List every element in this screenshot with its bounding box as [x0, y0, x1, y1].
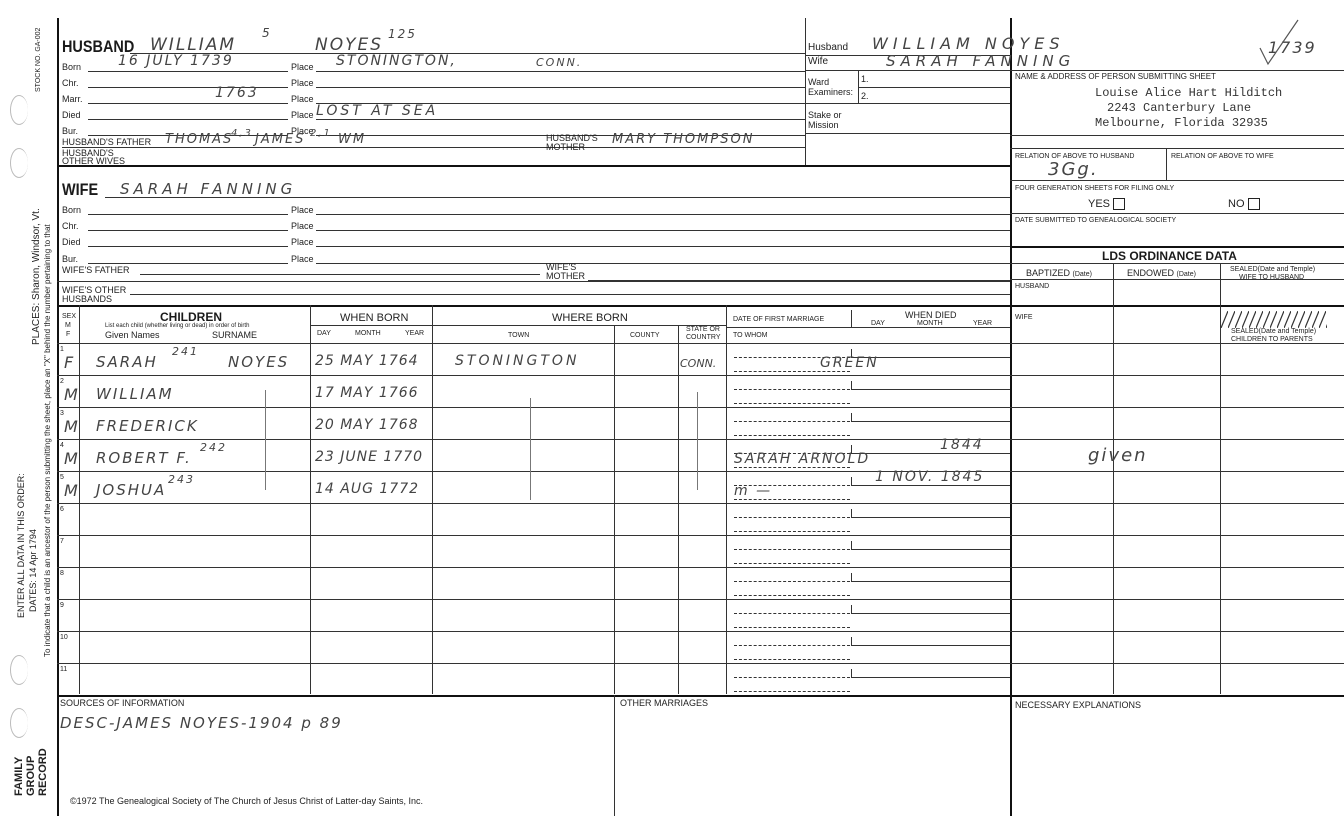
hatched-box — [1221, 311, 1327, 328]
row-line — [1010, 663, 1344, 664]
lds-wife-note: given — [1088, 445, 1148, 466]
submitter-city: Melbourne, Florida 32935 — [1095, 116, 1268, 130]
ditto-mark — [530, 398, 531, 500]
row-line — [57, 407, 1010, 408]
row-line — [57, 503, 1010, 504]
ward-label: Ward — [808, 77, 830, 87]
sources-note: DESC-JAMES NOYES-1904 p 89 — [60, 714, 343, 732]
lds-wife-label: WIFE — [1015, 314, 1033, 321]
marriage-dash — [734, 421, 850, 422]
lds-husband-label: HUSBAND — [1015, 283, 1050, 290]
stock-number: STOCK NO. GA-002 — [35, 27, 42, 92]
child-row-number: 4 — [60, 442, 64, 449]
child-birth-date: 23 JUNE 1770 — [315, 449, 424, 465]
row-line — [1010, 535, 1344, 536]
died-line — [851, 485, 1010, 486]
marriage-dash — [734, 691, 850, 692]
bur-label: Bur. — [62, 126, 79, 136]
copyright: ©1972 The Genealogical Society of The Church of Jesus Christ of Latter-day Saints, Inc. — [70, 796, 423, 806]
died-line — [851, 581, 1010, 582]
died-line — [851, 517, 1010, 518]
marriage-dash — [734, 517, 850, 518]
child-sex: M — [64, 385, 80, 404]
relation-wife-label: RELATION OF ABOVE TO WIFE — [1171, 153, 1274, 160]
husband-surname: NOYES — [315, 35, 384, 55]
relation-husband-label: RELATION OF ABOVE TO HUSBAND — [1015, 153, 1135, 160]
marriage-dash — [734, 499, 850, 500]
marriage-dash — [734, 435, 850, 436]
other-marriages-label: OTHER MARRIAGES — [620, 698, 709, 708]
row-line — [1010, 407, 1344, 408]
enter-data-order: ENTER ALL DATA IN THIS ORDER: — [16, 473, 26, 618]
row-line — [1010, 631, 1344, 632]
marriage-dash — [734, 659, 850, 660]
row-line — [57, 663, 1010, 664]
died-tick — [851, 605, 852, 613]
corner-number: 1739 — [1268, 38, 1317, 57]
sources-label: SOURCES OF INFORMATION — [60, 698, 185, 708]
husbands-mother-label-2: MOTHER — [546, 142, 585, 152]
child-sex: M — [64, 417, 80, 436]
died-tick — [851, 477, 852, 485]
died-tick — [851, 509, 852, 517]
sex-label: SEX — [62, 313, 77, 320]
necessary-explanations-label: NECESSARY EXPLANATIONS — [1015, 700, 1142, 710]
wifes-father-label: WIFE'S FATHER — [62, 265, 130, 275]
husband-label: HUSBAND — [62, 37, 135, 56]
row-line — [57, 471, 1010, 472]
husbands-mother-label-1: HUSBAND'S — [546, 133, 598, 143]
row-line — [1010, 503, 1344, 504]
child-id: 243 — [168, 473, 195, 486]
row-line — [57, 375, 1010, 376]
marriage-dash — [734, 403, 850, 404]
child-birth-state: CONN. — [680, 357, 717, 370]
marriage-dash — [734, 595, 850, 596]
examiners-label: Examiners: — [808, 87, 854, 97]
wife-name: SARAH FANNING — [120, 180, 297, 198]
punch-hole — [10, 655, 28, 685]
no-checkbox[interactable] — [1248, 198, 1260, 210]
lds-ordinance-title: LDS ORDINANCE DATA — [1102, 249, 1237, 263]
child-birth-date: 25 MAY 1764 — [315, 353, 419, 369]
child-surname: NOYES — [228, 353, 290, 371]
where-born-label: WHERE BORN — [552, 312, 628, 324]
marriage-dash — [734, 645, 850, 646]
row-line — [57, 439, 1010, 440]
child-sex: F — [64, 353, 76, 372]
child-id: 242 — [200, 441, 227, 454]
no-option[interactable]: NO — [1228, 198, 1260, 210]
child-row-number: 7 — [60, 538, 64, 545]
marriage-dash — [734, 467, 850, 468]
child-row-number: 8 — [60, 570, 64, 577]
form-title-3: RECORD — [37, 748, 49, 796]
marr-label: Marr. — [62, 94, 83, 104]
born-label: Born — [62, 62, 82, 72]
husband-death-place: LOST AT SEA — [316, 103, 439, 119]
right-husband-label: Husband — [808, 42, 849, 53]
check-mark-icon — [1258, 18, 1303, 66]
child-birth-date: 14 AUG 1772 — [315, 481, 420, 497]
chr-label: Chr. — [62, 78, 79, 88]
submitter-header: NAME & ADDRESS OF PERSON SUBMITTING SHEET — [1015, 72, 1216, 81]
died-tick — [851, 637, 852, 645]
child-spouse: SARAH ARNOLD — [734, 451, 871, 467]
child-sex: M — [64, 481, 80, 500]
child-given-name: WILLIAM — [96, 385, 174, 403]
died-line — [851, 677, 1010, 678]
child-sex: M — [64, 449, 80, 468]
husband-id: 125 — [388, 27, 417, 41]
right-wife-label: Wife — [808, 56, 828, 67]
children-label: CHILDREN — [160, 310, 222, 324]
child-birth-town: STONINGTON — [455, 353, 580, 369]
child-given-name: FREDERICK — [96, 417, 199, 435]
died-tick — [851, 413, 852, 421]
died-tick — [851, 541, 852, 549]
marriage-dash — [734, 581, 850, 582]
punch-hole — [10, 708, 28, 738]
row-line — [1010, 599, 1344, 600]
marriage-dash — [734, 531, 850, 532]
ancestor-instruction: To indicate that a child is an ancestor of the person submitting the sheet, place an "X" behind the number pertaining to that — [43, 224, 52, 657]
child-row-number: 10 — [60, 634, 68, 641]
husbands-father-label: HUSBAND'S FATHER — [62, 137, 152, 147]
row-line — [57, 599, 1010, 600]
child-birth-date: 17 MAY 1766 — [315, 385, 419, 401]
child-row-number: 9 — [60, 602, 64, 609]
marriage-dash — [734, 371, 850, 372]
form-title-2: GROUP — [25, 755, 37, 796]
submitter-name: Louise Alice Hart Hilditch — [1095, 86, 1283, 100]
marriage-dash — [734, 389, 850, 390]
husband-birth-place: STONINGTON, — [336, 53, 457, 69]
child-given-name: SARAH — [96, 353, 158, 371]
child-given-name: JOSHUA — [96, 481, 167, 499]
endowed-label: ENDOWED (Date) — [1127, 268, 1196, 278]
died-tick — [851, 669, 852, 677]
died-line — [851, 389, 1010, 390]
child-death-date: 1 NOV. 1845 — [875, 469, 985, 485]
punch-hole — [10, 95, 28, 125]
form-title-1: FAMILY — [13, 756, 25, 796]
places-note: PLACES: Sharon, Windsor, Vt. — [31, 208, 42, 345]
child-death-date: 1844 — [940, 437, 984, 453]
child-row-number: 6 — [60, 506, 64, 513]
child-id: 241 — [172, 345, 199, 358]
child-spouse: m — — [734, 483, 773, 499]
dates-note: DATES: 14 Apr 1794 — [28, 529, 38, 612]
ditto-mark — [697, 392, 698, 490]
row-line — [1010, 567, 1344, 568]
date-submitted-label: DATE SUBMITTED TO GENEALOGICAL SOCIETY — [1015, 217, 1177, 224]
yes-option[interactable]: YES — [1088, 198, 1125, 210]
row-line — [57, 535, 1010, 536]
husband-given-name: WILLIAM — [150, 35, 237, 55]
died-label: Died — [62, 110, 81, 120]
when-died-label: WHEN DIED — [905, 310, 957, 320]
died-line — [851, 549, 1010, 550]
marriage-dash — [734, 549, 850, 550]
died-line — [851, 421, 1010, 422]
child-row-number: 2 — [60, 378, 64, 385]
husband-given-sup: 5 — [262, 26, 272, 40]
child-row-number: 11 — [60, 666, 68, 673]
baptized-label: BAPTIZED (Date) — [1026, 268, 1092, 278]
died-line — [851, 613, 1010, 614]
husband-birth-date: 16 JULY 1739 — [118, 53, 234, 69]
husband-birth-state: CONN. — [536, 56, 583, 69]
marriage-year: 1763 — [215, 85, 259, 101]
died-line — [851, 645, 1010, 646]
ditto-mark — [265, 390, 266, 490]
marriage-dash — [734, 627, 850, 628]
submitter-street: 2243 Canterbury Lane — [1107, 101, 1252, 115]
child-birth-date: 20 MAY 1768 — [315, 417, 419, 433]
row-line — [57, 631, 1010, 632]
died-tick — [851, 381, 852, 389]
row-line — [1010, 471, 1344, 472]
child-given-name: ROBERT F. — [96, 449, 192, 467]
marriage-dash — [734, 613, 850, 614]
child-row-number: 3 — [60, 410, 64, 417]
child-spouse: GREEN — [820, 355, 879, 371]
first-marriage-label: DATE OF FIRST MARRIAGE — [733, 316, 825, 323]
row-line — [1010, 375, 1344, 376]
died-line — [851, 453, 1010, 454]
when-born-label: WHEN BORN — [340, 312, 409, 324]
right-wife-name: SARAH FANNING — [886, 52, 1076, 70]
husbands-mother-name: MARY THOMPSON — [612, 132, 755, 147]
child-row-number: 1 — [60, 346, 64, 353]
divider — [805, 18, 806, 165]
relation-husband-value: 3Gg. — [1048, 159, 1099, 180]
marriage-dash — [734, 563, 850, 564]
punch-hole — [10, 148, 28, 178]
row-line — [57, 567, 1010, 568]
husbands-father-name: THOMAS — [165, 132, 234, 147]
right-husband-name: WILLIAM NOYES — [872, 34, 1065, 53]
marriage-dash — [734, 677, 850, 678]
wife-label: WIFE — [62, 180, 99, 199]
yes-checkbox[interactable] — [1113, 198, 1125, 210]
four-gen-label: FOUR GENERATION SHEETS FOR FILING ONLY — [1015, 185, 1175, 192]
child-row-number: 5 — [60, 474, 64, 481]
died-tick — [851, 573, 852, 581]
row-line — [1010, 439, 1344, 440]
